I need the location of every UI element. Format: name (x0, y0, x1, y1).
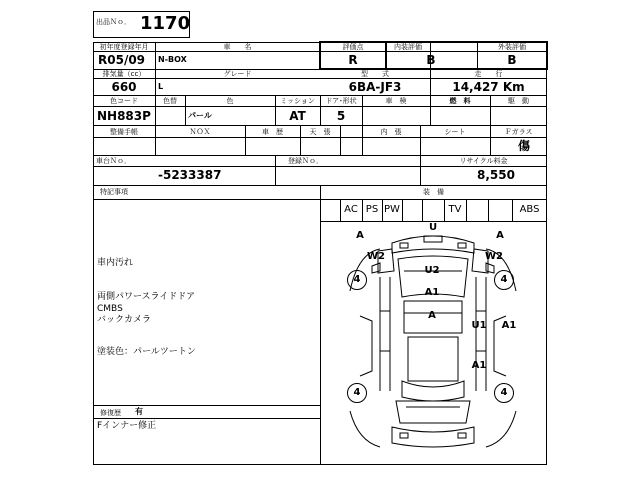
equipment-tv: TV (448, 204, 462, 215)
seat-label: シート (444, 128, 466, 136)
interior-trim-label: 内 張 (380, 128, 402, 136)
damage-w2-right: W2 (485, 251, 503, 262)
damage-u1-side: U1 (471, 320, 487, 331)
repair-note: Fインナー修正 (97, 421, 157, 431)
tire-rear-left: 4 (347, 383, 367, 403)
manual-label: 整備手帳 (110, 128, 138, 136)
sunroof-label: 天 張 (309, 128, 331, 136)
drive-label: 駆 動 (508, 97, 529, 105)
interior-label: 内装評価 (394, 43, 422, 51)
damage-a-roof: A (428, 310, 436, 321)
note-paint-color: 塗装色：パールツートン (97, 347, 196, 357)
tire-front-left: 4 (347, 270, 367, 290)
equipment-ac: AC (344, 204, 358, 215)
doors-value: 5 (336, 109, 346, 123)
damage-u-front: U (428, 222, 438, 233)
history-label: 車 歴 (262, 128, 283, 136)
recycle-value: 8,550 (477, 168, 515, 182)
interior-value: B (426, 53, 436, 67)
lot-number: 1170 (140, 13, 191, 34)
doors-label: ドア･形状 (325, 97, 357, 105)
tire-front-right: 4 (494, 270, 514, 290)
color-label: 色 (226, 97, 234, 105)
color-value: パール (188, 111, 212, 120)
car-name-value: N-BOX (158, 55, 187, 64)
car-damage-diagram (320, 221, 547, 465)
damage-w2-left: W2 (367, 251, 385, 262)
grade-value: L (158, 82, 164, 91)
chassis-value: -5233387 (158, 168, 222, 182)
exterior-label: 外装評価 (498, 43, 526, 51)
year-value: R05/09 (98, 53, 146, 67)
notes-label: 特記事項 (100, 188, 128, 196)
car-name-label: 車 名 (223, 43, 252, 51)
damage-a1-hood: A1 (424, 287, 440, 298)
transmission-value: AT (289, 109, 306, 123)
displacement-label: 排気量（cc） (102, 70, 146, 78)
fuel-label: 燃 料 (449, 97, 471, 105)
model-value: 6BA-JF3 (348, 80, 402, 94)
note-power-sliding-doors: 両側パワースライドドア (97, 292, 196, 302)
equipment-ps: PS (365, 204, 379, 215)
equipment-abs: ABS (519, 204, 540, 215)
registration-label: 登録Ｎｏ． (288, 157, 323, 165)
score-label: 評価点 (342, 43, 364, 51)
damage-a1-rear: A1 (471, 360, 487, 371)
equipment-label: 装 備 (423, 188, 444, 196)
exterior-value: B (507, 53, 517, 67)
repair-value: 有 (135, 407, 143, 416)
repair-label: 修復歴 (100, 409, 121, 417)
score-value: R (348, 53, 358, 67)
year-label: 初年度登録年月 (99, 43, 149, 51)
damage-a-front-right: A (496, 230, 504, 241)
damage-a1-side: A1 (501, 320, 517, 331)
color-code-label: 色コード (110, 97, 138, 105)
nox-label: ＮＯＸ (189, 128, 211, 136)
mileage-value: 14,427 Km (452, 80, 525, 94)
note-interior-dirty: 車内汚れ (97, 258, 134, 268)
equipment-pw: PW (384, 204, 400, 215)
damage-u2-hood: U2 (424, 265, 440, 276)
note-cmbs: CMBS (97, 304, 123, 314)
mileage-label: 走 行 (474, 70, 503, 78)
color-type-label: 色替 (163, 97, 177, 105)
transmission-label: ミッション (280, 97, 315, 105)
displacement-value: 660 (111, 80, 137, 94)
fglass-label: Ｆガラス (504, 128, 533, 136)
inspection-label: 車 検 (385, 97, 407, 105)
recycle-label: リサイクル料金 (459, 157, 508, 165)
note-back-camera: バックカメラ (97, 315, 152, 325)
fglass-value: 傷 (518, 139, 531, 153)
lot-number-label: 出品Ｎｏ． (96, 18, 131, 26)
damage-a-front-left: A (356, 230, 364, 241)
color-code-value: NH883P (97, 109, 151, 123)
tire-rear-right: 4 (494, 383, 514, 403)
model-label: 型 式 (361, 70, 389, 78)
grade-label: グレード (223, 70, 252, 78)
chassis-label: 車台Ｎｏ． (96, 157, 131, 165)
